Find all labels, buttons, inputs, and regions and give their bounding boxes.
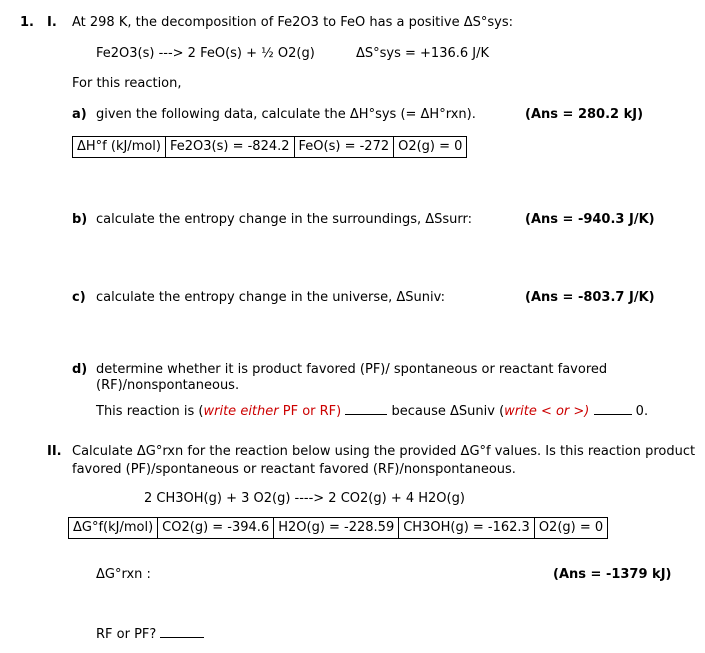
rf-pf-answer-blank[interactable] xyxy=(160,636,204,638)
q2-line1: Calculate ΔG°rxn for the reaction below using the provided ΔG°f values. Is this reaction product xyxy=(72,444,696,459)
part-b-text: calculate the entropy change in the surroundings, ΔSsurr: xyxy=(96,212,473,227)
q2-dg-label: ΔG°rxn : xyxy=(96,567,151,582)
write-either-hint: write either xyxy=(203,404,279,419)
q1-reaction: Fe2O3(s) ---> 2 FeO(s) + ½ O2(g) xyxy=(96,46,315,61)
part-c-answer: (Ans = -803.7 J/K) xyxy=(525,290,655,305)
gibbs-table xyxy=(68,517,608,539)
gibbs-table-header: ΔG°f(kJ/mol) xyxy=(69,518,158,538)
part-d-line2: (RF)/nonspontaneous. xyxy=(96,378,240,393)
q2-line2: favored (PF)/spontaneous or reactant favored (RF)/nonspontaneous. xyxy=(72,462,516,477)
pf-or-rf-hint: PF or RF) xyxy=(282,404,342,419)
part-c-text: calculate the entropy change in the universe, ΔSuniv: xyxy=(96,290,445,305)
part-d-sentence xyxy=(96,404,648,419)
part-c-label: c) xyxy=(72,290,86,305)
q1-for-reaction: For this reaction, xyxy=(72,76,182,91)
question-roman-2: II. xyxy=(47,444,62,459)
gibbs-table-cell: H2O(g) = -228.59 xyxy=(274,518,399,538)
gibbs-table-cell: CH3OH(g) = -162.3 xyxy=(399,518,535,538)
part-d-line1: determine whether it is product favored (PF)/ spontaneous or reactant favored xyxy=(96,362,608,377)
part-d-label: d) xyxy=(72,362,88,377)
compare-answer-blank[interactable] xyxy=(594,413,632,415)
gibbs-table-cell: CO2(g) = -394.6 xyxy=(158,518,274,538)
q1-intro: At 298 K, the decomposition of Fe2O3 to FeO has a positive ΔS°sys: xyxy=(72,15,513,30)
part-d-sentence-start: This reaction is ( xyxy=(96,404,204,419)
enthalpy-table-cell: FeO(s) = -272 xyxy=(295,137,395,157)
part-a-text: given the following data, calculate the ΔH°sys (= ΔH°rxn). xyxy=(96,107,476,122)
q1-ds-sys: ΔS°sys = +136.6 J/K xyxy=(356,46,490,61)
enthalpy-table-header: ΔH°f (kJ/mol) xyxy=(73,137,166,157)
rf-pf-question: RF or PF? xyxy=(96,627,157,642)
question-number: 1. xyxy=(20,15,34,30)
sentence-end: 0. xyxy=(635,404,649,419)
gibbs-table-cell: O2(g) = 0 xyxy=(538,520,604,535)
enthalpy-table-cell: Fe2O3(s) = -824.2 xyxy=(166,137,295,157)
q2-reaction: 2 CH3OH(g) + 3 O2(g) ----> 2 CO2(g) + 4 H2O(g) xyxy=(144,491,465,506)
part-a-answer: (Ans = 280.2 kJ) xyxy=(525,107,644,122)
q2-answer: (Ans = -1379 kJ) xyxy=(553,567,672,582)
rf-pf-line xyxy=(96,627,204,642)
pf-rf-answer-blank[interactable] xyxy=(345,413,387,415)
write-compare-hint: write < or >) xyxy=(504,404,590,419)
because-text: because ΔSuniv ( xyxy=(391,404,505,419)
part-b-label: b) xyxy=(72,212,88,227)
enthalpy-table-cell: O2(g) = 0 xyxy=(398,139,463,154)
question-roman: I. xyxy=(47,15,57,30)
part-b-answer: (Ans = -940.3 J/K) xyxy=(525,212,655,227)
part-a-label: a) xyxy=(72,107,87,122)
enthalpy-table xyxy=(72,136,467,158)
